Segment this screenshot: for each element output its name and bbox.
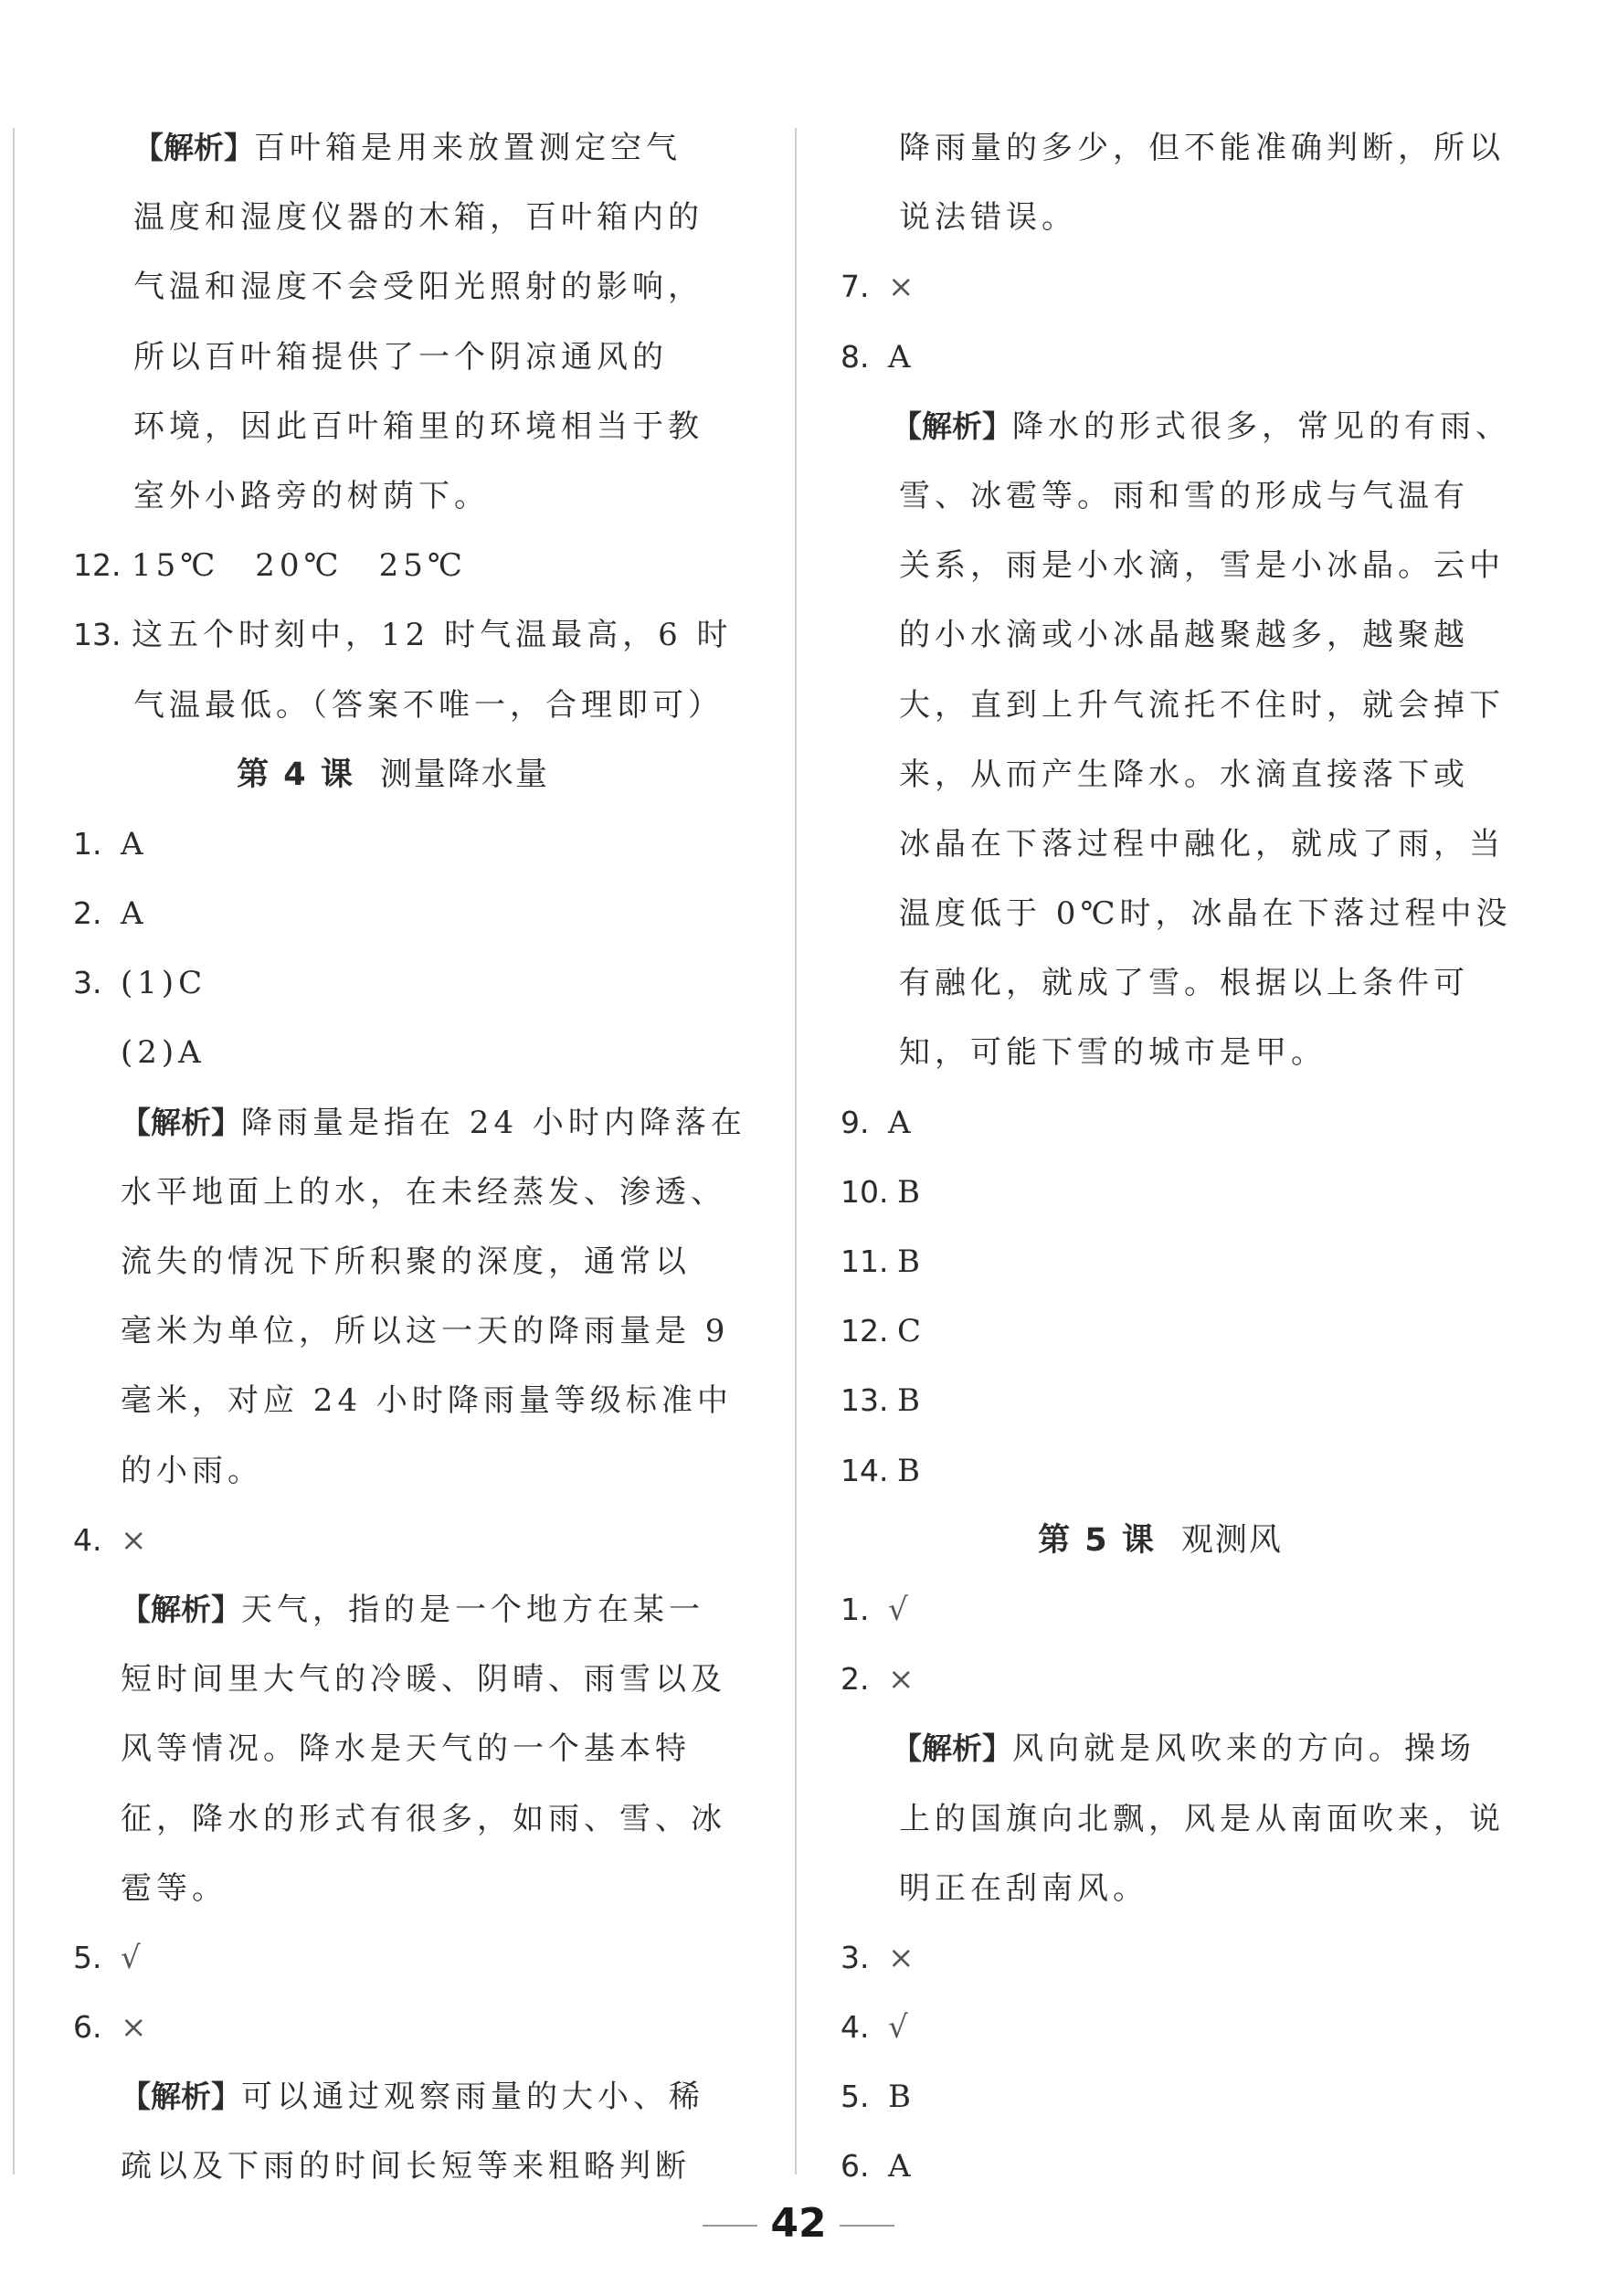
question-number: 11. — [841, 1243, 889, 1279]
answer-text: A — [121, 825, 148, 862]
lesson-title: 观测风 — [1180, 1521, 1283, 1559]
explanation-line: 冰晶在下落过程中融化，就成了雨，当 — [899, 825, 1505, 862]
answer-text: 15℃ 20℃ 25℃ — [132, 547, 467, 585]
explanation-line: 【解析】降雨量是指在 24 小时内降落在 — [121, 1104, 746, 1141]
wrong-mark: × — [888, 1939, 915, 1976]
explanation-line: 的小雨。 — [121, 1452, 263, 1489]
explanation-tag: 【解析】 — [892, 1730, 1012, 1767]
answer-1 — [841, 1575, 1480, 1645]
explanation-line: 温度低于 0℃时，冰晶在下落过程中没 — [899, 895, 1512, 933]
answer-8 — [841, 323, 1480, 392]
answer-4 — [73, 1506, 713, 1575]
explanation-line: 的小水滴或小冰晶越聚越多，越聚越 — [899, 617, 1469, 654]
answer-1 — [73, 809, 713, 879]
explanation-line: 知，可能下雪的城市是甲。 — [899, 1034, 1327, 1072]
question-number: 4. — [841, 2009, 870, 2046]
answer-13 — [73, 600, 733, 670]
answer-text: B — [888, 2079, 915, 2116]
explanation-line: 【解析】可以通过观察雨量的大小、稀 — [121, 2079, 704, 2116]
explanation-line: 关系，雨是小水滴，雪是小冰晶。云中 — [899, 547, 1505, 585]
question-number: 6. — [841, 2148, 870, 2185]
explanation-line: 温度和湿度仪器的木箱，百叶箱内的 — [133, 199, 703, 237]
answer-2 — [841, 1645, 1480, 1714]
answer-11 — [841, 1227, 1480, 1296]
explanation-line: 上的国旗向北飘，风是从南面吹来，说 — [899, 1800, 1505, 1837]
explanation-line: 明正在刮南风。 — [899, 1869, 1148, 1907]
lesson-number: 第 4 课 — [237, 756, 354, 793]
explanation-line: 来，从而产生降水。水滴直接落下或 — [899, 756, 1469, 793]
question-number: 13. — [73, 617, 122, 653]
question-number: 5. — [841, 2079, 870, 2115]
answer-3 — [841, 1923, 1480, 1993]
lesson-4-heading — [73, 740, 713, 809]
check-mark: √ — [888, 1591, 908, 1628]
question-number: 7. — [841, 269, 870, 305]
question-number: 3. — [73, 965, 102, 1001]
answer-text: B — [897, 1173, 925, 1211]
answer-text: 这五个时刻中，12 时气温最高，6 时 — [132, 617, 733, 654]
explanation-line: 【解析】百叶箱是用来放置测定空气 — [133, 130, 682, 166]
answer-2 — [73, 879, 713, 948]
answer-5 — [73, 1923, 713, 1993]
answer-3 — [73, 948, 713, 1018]
answer-9 — [841, 1088, 1480, 1158]
explanation-line: 雪、冰雹等。雨和雪的形成与气温有 — [899, 477, 1469, 514]
explanation-line: 疏以及下雨的时间长短等来粗略判断 — [121, 2148, 691, 2185]
wrong-mark: × — [888, 269, 915, 306]
answer-13 — [841, 1366, 1480, 1435]
explanation-tag: 【解析】 — [121, 1104, 241, 1140]
explanation-line: 大，直到上升气流托不住时，就会掉下 — [899, 686, 1505, 724]
answer-text: C — [897, 1313, 926, 1350]
page-footer — [0, 2200, 1597, 2247]
explanation-line: 征，降水的形式有很多，如雨、雪、冰 — [121, 1800, 726, 1837]
explanation-line: 降雨量的多少，但不能准确判断，所以 — [899, 130, 1505, 166]
answer-text: B — [897, 1382, 925, 1420]
question-number: 2. — [73, 895, 102, 932]
question-number: 3. — [841, 1939, 870, 1975]
question-number: 1. — [73, 825, 102, 862]
answer-4 — [841, 1993, 1480, 2062]
question-number: 8. — [841, 338, 870, 375]
answer-5 — [841, 2062, 1480, 2132]
answer-12 — [841, 1296, 1480, 1366]
explanation-line: 环境，因此百叶箱里的环境相当于教 — [133, 407, 703, 445]
explanation-line: 有融化，就成了雪。根据以上条件可 — [899, 965, 1469, 1002]
wrong-mark: × — [121, 2009, 147, 2047]
answer-text: A — [888, 2148, 915, 2185]
answer-6 — [73, 1993, 713, 2062]
explanation-line: 【解析】风向就是风吹来的方向。操场 — [892, 1730, 1475, 1768]
answer-text: A — [888, 1104, 915, 1141]
answer-14 — [841, 1436, 1480, 1506]
answer-text: B — [897, 1243, 925, 1280]
left-margin-rule — [13, 128, 15, 2174]
explanation-tag: 【解析】 — [133, 130, 254, 165]
question-number: 2. — [841, 1661, 870, 1698]
check-mark: √ — [888, 2009, 908, 2047]
lesson-number: 第 5 课 — [1038, 1521, 1156, 1559]
explanation-line: 毫米，对应 24 小时降雨量等级标准中 — [121, 1382, 733, 1420]
answer-7 — [841, 252, 1480, 322]
question-number: 5. — [73, 1939, 102, 1975]
explanation-line: 流失的情况下所积聚的深度，通常以 — [121, 1243, 691, 1280]
explanation-line: 雹等。 — [121, 1869, 227, 1907]
explanation-line: 水平地面上的水，在未经蒸发、渗透、 — [121, 1173, 726, 1211]
lesson-title: 测量降水量 — [379, 756, 549, 793]
explanation-line: 毫米为单位，所以这一天的降雨量是 9 — [121, 1313, 730, 1350]
question-number: 12. — [73, 547, 122, 584]
question-number: 10. — [841, 1173, 889, 1210]
explanation-line: 短时间里大气的冷暖、阴晴、雨雪以及 — [121, 1661, 726, 1698]
wrong-mark: × — [888, 1661, 915, 1698]
explanation-line: 所以百叶箱提供了一个阴凉通风的 — [133, 338, 668, 376]
question-number: 4. — [73, 1521, 102, 1558]
explanation-tag: 【解析】 — [892, 407, 1012, 444]
answer-text: A — [121, 895, 148, 933]
answer-text: A — [888, 338, 915, 376]
answer-12 — [73, 531, 713, 600]
answer-3-sub: (2)A — [121, 1034, 206, 1072]
explanation-tag: 【解析】 — [121, 1591, 241, 1627]
answer-6 — [841, 2132, 1480, 2201]
explanation-tag: 【解析】 — [121, 2079, 241, 2115]
question-number: 14. — [841, 1452, 889, 1488]
check-mark: √ — [121, 1939, 141, 1976]
footer-dash-left — [703, 2225, 757, 2227]
lesson-5-heading — [841, 1506, 1480, 1575]
answer-text-continued: 气温最低。（答案不唯一，合理即可） — [133, 686, 724, 724]
explanation-line: 室外小路旁的树荫下。 — [133, 477, 490, 514]
wrong-mark: × — [121, 1521, 147, 1559]
question-number: 6. — [73, 2009, 102, 2046]
footer-dash-right — [840, 2225, 894, 2227]
column-divider — [795, 128, 797, 2174]
question-number: 12. — [841, 1313, 889, 1349]
answer-text: (1)C — [121, 965, 207, 1002]
explanation-line: 【解析】降水的形式很多，常见的有雨、 — [892, 407, 1511, 445]
question-number: 13. — [841, 1382, 889, 1419]
left-column — [73, 113, 746, 2202]
explanation-line: 风等情况。降水是天气的一个基本特 — [121, 1730, 691, 1768]
question-number: 1. — [841, 1591, 870, 1627]
explanation-line: 说法错误。 — [899, 199, 1077, 237]
answer-text: B — [897, 1452, 925, 1489]
question-number: 9. — [841, 1104, 870, 1140]
page-number: 42 — [770, 2200, 827, 2247]
answer-10 — [841, 1158, 1480, 1227]
explanation-line: 【解析】天气，指的是一个地方在某一 — [121, 1591, 704, 1628]
explanation-line: 气温和湿度不会受阳光照射的影响， — [133, 269, 703, 306]
right-column — [841, 113, 1512, 2202]
